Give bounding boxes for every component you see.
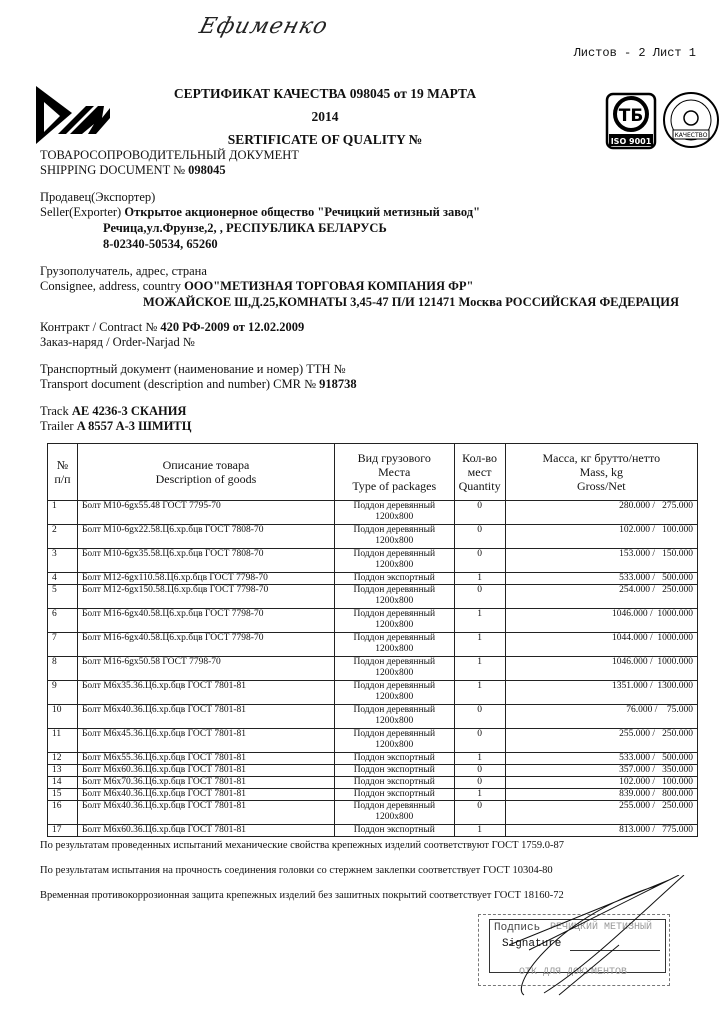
row-number: 15 — [48, 789, 78, 801]
row-package — [334, 609, 454, 633]
shipping-doc-label-en — [40, 163, 226, 178]
row-number: 13 — [48, 765, 78, 777]
consignee-line — [40, 279, 473, 294]
header-pack-en: Type of packages — [352, 479, 437, 493]
header-pack-ru2: Места — [378, 465, 411, 479]
row-package — [334, 801, 454, 825]
row-mass: 1046.000 / 1000.000 — [505, 609, 697, 633]
table-row — [48, 777, 698, 789]
row-package — [334, 573, 454, 585]
row-description: Болт М6х40.36.Ц6.хр.бцв ГОСТ 7801-81 — [77, 801, 334, 825]
row-mass: 255.000 / 250.000 — [505, 729, 697, 753]
seller-name: Открытое акционерное общество "Речицкий метизный завод" — [124, 205, 481, 219]
row-package-type: Поддон деревянный — [353, 585, 436, 595]
row-description: Болт М16-6gх40.58.Ц6.хр.бцв ГОСТ 7798-70 — [77, 609, 334, 633]
row-number: 10 — [48, 705, 78, 729]
row-description: Болт М6х70.36.Ц6.хр.бцв ГОСТ 7801-81 — [77, 777, 334, 789]
svg-text:КАЧЕСТВО: КАЧЕСТВО — [674, 132, 708, 139]
signature-label-en: Signature — [502, 938, 562, 950]
row-mass: 255.000 / 250.000 — [505, 801, 697, 825]
row-package-type: Поддон деревянный — [353, 705, 436, 715]
order-label: Заказ-наряд / Order-Narjad № — [40, 335, 195, 349]
goods-table-header — [48, 444, 698, 501]
header-pack-ru1: Вид грузового — [357, 451, 431, 465]
row-description: Болт М6х60.36.Ц6.хр.бцв ГОСТ 7801-81 — [77, 765, 334, 777]
row-number: 4 — [48, 573, 78, 585]
row-number: 8 — [48, 657, 78, 681]
certification-marks-icon — [603, 90, 723, 155]
row-package-size: 1200х800 — [375, 740, 414, 750]
table-row — [48, 501, 698, 525]
track-label: Track — [40, 404, 72, 418]
row-quantity: 0 — [454, 801, 505, 825]
row-package — [334, 825, 454, 837]
row-package-type: Поддон деревянный — [353, 729, 436, 739]
row-description: Болт М10-6gх55.48 ГОСТ 7795-70 — [77, 501, 334, 525]
row-package-type: Поддон экспортный — [353, 765, 435, 775]
row-mass: 153.000 / 150.000 — [505, 549, 697, 573]
header-qty — [454, 444, 505, 501]
header-mass-sub: Gross/Net — [576, 479, 626, 493]
track-value: AE 4236-3 СКАНИЯ — [71, 404, 187, 418]
row-number: 6 — [48, 609, 78, 633]
transport-line — [40, 377, 357, 392]
row-mass: 102.000 / 100.000 — [505, 525, 697, 549]
row-number: 17 — [48, 825, 78, 837]
trailer-value: A 8557 A-3 ШМИТЦ — [76, 419, 192, 433]
header-mass-ru: Масса, кг брутто/нетто — [542, 451, 661, 465]
row-description: Болт М6х40.36.Ц6.хр.бцв ГОСТ 7801-81 — [77, 789, 334, 801]
row-package — [334, 765, 454, 777]
row-package — [334, 729, 454, 753]
seller-line — [40, 205, 480, 220]
row-mass: 813.000 / 775.000 — [505, 825, 697, 837]
shipping-doc-label-ru: ТОВАРОСОПРОВОДИТЕЛЬНЫЙ ДОКУМЕНТ — [40, 148, 299, 162]
row-package — [334, 789, 454, 801]
row-quantity: 1 — [454, 633, 505, 657]
header-qty-ru1: Кол-во — [462, 451, 497, 465]
row-package — [334, 585, 454, 609]
row-mass: 76.000 / 75.000 — [505, 705, 697, 729]
row-package-type: Поддон деревянный — [353, 633, 436, 643]
table-row — [48, 753, 698, 765]
contract-value: 420 РФ-2009 от 12.02.2009 — [160, 320, 305, 334]
row-package-type: Поддон экспортный — [353, 825, 435, 835]
signature-label-ru: Подпись — [494, 922, 541, 934]
row-package-size: 1200х800 — [375, 560, 414, 570]
row-mass: 1351.000 / 1300.000 — [505, 681, 697, 705]
row-quantity: 1 — [454, 789, 505, 801]
seller-phone: 8-02340-50534, 65260 — [103, 237, 218, 251]
row-package-type: Поддон деревянный — [353, 657, 436, 667]
row-number: 2 — [48, 525, 78, 549]
cmr-number: 918738 — [319, 377, 357, 391]
row-quantity: 0 — [454, 585, 505, 609]
row-quantity: 1 — [454, 609, 505, 633]
table-row — [48, 573, 698, 585]
row-number: 9 — [48, 681, 78, 705]
row-quantity: 1 — [454, 825, 505, 837]
track-line — [40, 404, 186, 419]
row-package-type: Поддон экспортный — [353, 789, 435, 799]
row-package-size: 1200х800 — [375, 692, 414, 702]
row-quantity: 0 — [454, 765, 505, 777]
contract-label: Контракт / Contract № — [40, 320, 161, 334]
header-desc-en: Description of goods — [155, 472, 257, 486]
row-description: Болт М10-6gх22.58.Ц6.хр.бцв ГОСТ 7808-70 — [77, 525, 334, 549]
svg-text:ТБ: ТБ — [618, 106, 644, 126]
row-package-size: 1200х800 — [375, 812, 414, 822]
table-row — [48, 657, 698, 681]
table-row — [48, 705, 698, 729]
row-quantity: 1 — [454, 573, 505, 585]
header-qty-ru2: мест — [467, 465, 492, 479]
row-package-size: 1200х800 — [375, 644, 414, 654]
consignee-label-en: Consignee, address, country — [40, 279, 185, 293]
table-row — [48, 789, 698, 801]
row-number: 7 — [48, 633, 78, 657]
row-package-type: Поддон экспортный — [353, 777, 435, 787]
seller-address: Речица,ул.Фрунзе,2, , РЕСПУБЛИКА БЕЛАРУСЬ — [103, 221, 387, 235]
table-row — [48, 729, 698, 753]
shipping-doc-label: SHIPPING DOCUMENT № — [40, 163, 189, 177]
header-desc-ru: Описание товара — [162, 458, 250, 472]
row-description: Болт М12-6gх150.58.Ц6.хр.бцв ГОСТ 7798-70 — [77, 585, 334, 609]
row-package-type: Поддон деревянный — [353, 501, 436, 511]
header-qty-en: Quantity — [458, 479, 501, 493]
row-number: 1 — [48, 501, 78, 525]
row-mass: 1044.000 / 1000.000 — [505, 633, 697, 657]
row-number: 5 — [48, 585, 78, 609]
row-description: Болт М12-6gх110.58.Ц6.хр.бцв ГОСТ 7798-70 — [77, 573, 334, 585]
row-package — [334, 633, 454, 657]
row-mass: 533.000 / 500.000 — [505, 573, 697, 585]
row-description: Болт М6х35.36.Ц6.хр.бцв ГОСТ 7801-81 — [77, 681, 334, 705]
certificate-title-ru: СЕРТИФИКАТ КАЧЕСТВА 098045 от 19 МАРТА 2014 — [173, 86, 477, 124]
signature-stamp — [478, 914, 670, 986]
row-mass: 533.000 / 500.000 — [505, 753, 697, 765]
header-mass-en: Mass, kg — [579, 465, 623, 479]
table-row — [48, 765, 698, 777]
note-mechanical: По результатам проведенных испытаний механические свойства крепежных изделий соответствуют ГОСТ 1759.0-87 — [40, 840, 565, 851]
stamp-text: РЕЧИЦКИЙ МЕТИЗНЫЙ — [550, 922, 653, 933]
table-row — [48, 609, 698, 633]
signature-scribble-icon — [469, 875, 709, 1005]
row-number: 3 — [48, 549, 78, 573]
row-package — [334, 777, 454, 789]
row-quantity: 0 — [454, 705, 505, 729]
header-desc — [77, 444, 334, 501]
row-description: Болт М6х60.36.Ц6.хр.бцв ГОСТ 7801-81 — [77, 825, 334, 837]
row-mass: 1046.000 / 1000.000 — [505, 657, 697, 681]
row-package-type: Поддон деревянный — [353, 681, 436, 691]
row-quantity: 1 — [454, 681, 505, 705]
row-quantity: 1 — [454, 657, 505, 681]
table-row — [48, 585, 698, 609]
row-package — [334, 681, 454, 705]
row-mass: 357.000 / 350.000 — [505, 765, 697, 777]
row-number: 12 — [48, 753, 78, 765]
row-number: 16 — [48, 801, 78, 825]
consignee-label-ru: Грузополучатель, адрес, страна — [40, 264, 207, 278]
contract-line — [40, 320, 304, 335]
consignee-address: МОЖАЙСКОЕ Ш,Д.25,КОМНАТЫ 3,45-47 П/И 121471 Москва РОССИЙСКАЯ ФЕДЕРАЦИЯ — [143, 295, 679, 309]
header-num-sub: п/п — [54, 472, 71, 486]
row-package-type: Поддон экспортный — [353, 573, 435, 583]
note-corrosion: Временная противокоррозионная защита крепежных изделий без зашитных покрытий соответствует ГОСТ 18160-72 — [40, 890, 564, 901]
table-row — [48, 633, 698, 657]
row-description: Болт М6х45.36.Ц6.хр.бцв ГОСТ 7801-81 — [77, 729, 334, 753]
goods-table — [47, 443, 698, 837]
svg-text:ISO 9001: ISO 9001 — [610, 137, 652, 146]
sheets-info: Листов - 2 Лист 1 — [573, 46, 696, 60]
row-package-type: Поддон деревянный — [353, 801, 436, 811]
row-package-size: 1200х800 — [375, 620, 414, 630]
row-description: Болт М16-6gх50.58 ГОСТ 7798-70 — [77, 657, 334, 681]
row-package-size: 1200х800 — [375, 596, 414, 606]
row-mass: 254.000 / 250.000 — [505, 585, 697, 609]
transport-label-en: Transport document (description and number) CMR № — [40, 377, 320, 391]
seller-label-en: Seller(Exporter) — [40, 205, 125, 219]
note-rivet-strength: По результатам испытания на прочность соединения головки со стержнем заклепки соответствует ГОСТ 10304-80 — [40, 865, 553, 876]
row-description: Болт М10-6gх35.58.Ц6.хр.бцв ГОСТ 7808-70 — [77, 549, 334, 573]
seller-label-ru: Продавец(Экспортер) — [40, 190, 156, 204]
row-package-type: Поддон деревянный — [353, 525, 436, 535]
row-package-type: Поддон экспортный — [353, 753, 435, 763]
certificate-title — [160, 82, 490, 151]
row-mass: 839.000 / 800.000 — [505, 789, 697, 801]
row-mass: 280.000 / 275.000 — [505, 501, 697, 525]
header-pack — [334, 444, 454, 501]
row-description: Болт М6х40.36.Ц6.хр.бцв ГОСТ 7801-81 — [77, 705, 334, 729]
table-row — [48, 801, 698, 825]
dm-logo-icon — [32, 78, 112, 148]
row-description: Болт М16-6gх40.58.Ц6.хр.бцв ГОСТ 7798-70 — [77, 633, 334, 657]
row-package — [334, 501, 454, 525]
row-package-type: Поддон деревянный — [353, 549, 436, 559]
row-package-size: 1200х800 — [375, 668, 414, 678]
handwritten-name: Ефименко — [196, 14, 331, 39]
row-number: 14 — [48, 777, 78, 789]
table-row — [48, 825, 698, 837]
row-quantity: 0 — [454, 501, 505, 525]
stamp-bottom-text: ОТК ДЛЯ ДОКУМЕНТОВ — [519, 967, 628, 978]
header-mass — [505, 444, 697, 501]
row-package-size: 1200х800 — [375, 716, 414, 726]
row-number: 11 — [48, 729, 78, 753]
row-package-size: 1200х800 — [375, 512, 414, 522]
shipping-doc-number: 098045 — [188, 163, 226, 177]
row-mass: 102.000 / 100.000 — [505, 777, 697, 789]
table-row — [48, 525, 698, 549]
transport-label-ru: Транспортный документ (наименование и номер) ТТН № — [40, 362, 346, 376]
header-num-ru: № — [56, 458, 69, 472]
row-package-size: 1200х800 — [375, 536, 414, 546]
header-num — [48, 444, 78, 501]
row-quantity: 1 — [454, 753, 505, 765]
row-package-type: Поддон деревянный — [353, 609, 436, 619]
row-package — [334, 705, 454, 729]
row-quantity: 0 — [454, 549, 505, 573]
row-quantity: 0 — [454, 729, 505, 753]
consignee-name: ООО"МЕТИЗНАЯ ТОРГОВАЯ КОМПАНИЯ ФР" — [184, 279, 474, 293]
certificate-title-en: SERTIFICATE OF QUALITY № — [227, 132, 423, 147]
row-package — [334, 657, 454, 681]
row-package — [334, 753, 454, 765]
row-package — [334, 549, 454, 573]
trailer-line — [40, 419, 191, 434]
row-quantity: 0 — [454, 525, 505, 549]
trailer-label: Trailer — [40, 419, 77, 433]
table-row — [48, 549, 698, 573]
row-quantity: 0 — [454, 777, 505, 789]
row-description: Болт М6х55.36.Ц6.хр.бцв ГОСТ 7801-81 — [77, 753, 334, 765]
table-row — [48, 681, 698, 705]
row-package — [334, 525, 454, 549]
